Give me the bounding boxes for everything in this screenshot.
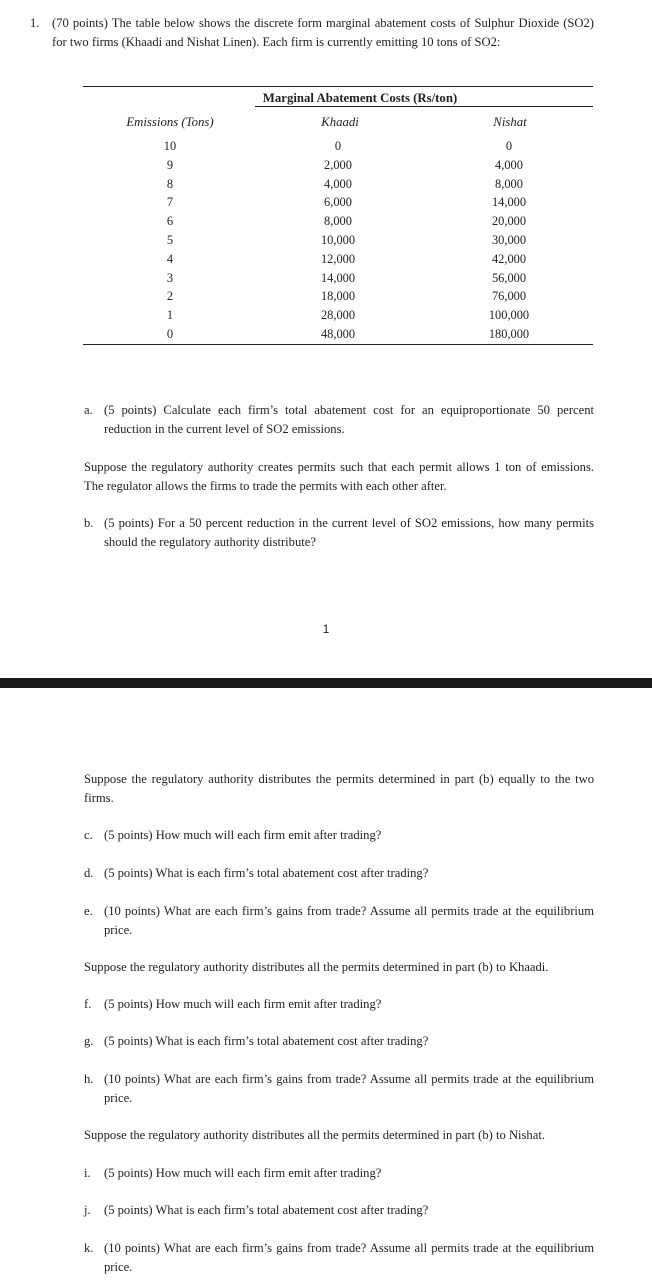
part-h-text: (10 points) What are each firm’s gains from trade? Assume all permits trade at the equilibrium price. bbox=[104, 1072, 594, 1105]
part-e-label: e. bbox=[84, 904, 93, 918]
cell-nishat: 8,000 bbox=[495, 176, 523, 191]
part-b-text: (5 points) For a 50 percent reduction in the current level of SO2 emissions, how many permits should the regulatory authority distribute? bbox=[104, 516, 594, 549]
cell-nishat: 20,000 bbox=[491, 214, 527, 229]
column-nishat bbox=[470, 137, 548, 344]
header-emissions: Emissions (Tons) bbox=[126, 115, 214, 129]
cell-khaadi: 0 bbox=[334, 139, 342, 153]
page-divider bbox=[0, 678, 652, 688]
cell-nishat: 42,000 bbox=[491, 251, 527, 266]
cell-khaadi: 12,000 bbox=[320, 251, 356, 266]
cell-khaadi: 18,000 bbox=[320, 289, 356, 304]
part-h-label: h. bbox=[84, 1072, 94, 1086]
part-c-label: c. bbox=[84, 828, 93, 842]
part-g-text: (5 points) What is each firm’s total abatement cost after trading? bbox=[104, 1034, 429, 1048]
cell-nishat: 180,000 bbox=[488, 326, 530, 341]
para-permits: Suppose the regulatory authority creates permits such that each permit allows 1 ton of emissions. The regulator allows the firms to trade the permits with each other after. bbox=[84, 460, 594, 493]
cell-emissions: 5 bbox=[166, 232, 174, 247]
para-nishat: Suppose the regulatory authority distributes all the permits determined in part (b) to Nishat. bbox=[84, 1128, 545, 1142]
part-g-label: g. bbox=[84, 1034, 94, 1048]
cell-nishat: 4,000 bbox=[495, 157, 523, 172]
cell-nishat: 100,000 bbox=[488, 308, 530, 323]
page-2 bbox=[0, 688, 652, 1280]
part-i-label: i. bbox=[84, 1166, 91, 1180]
cell-emissions: 2 bbox=[166, 289, 174, 304]
part-b-label: b. bbox=[84, 516, 94, 530]
part-c-text: (5 points) How much will each firm emit after trading? bbox=[104, 828, 382, 842]
cell-emissions: 7 bbox=[166, 195, 174, 210]
para-khaadi: Suppose the regulatory authority distributes all the permits determined in part (b) to Khaadi. bbox=[84, 960, 549, 974]
table-top-rule bbox=[83, 86, 593, 87]
table-group-header: Marginal Abatement Costs (Rs/ton) bbox=[262, 91, 458, 105]
cell-khaadi: 6,000 bbox=[324, 195, 352, 210]
cell-khaadi: 2,000 bbox=[324, 157, 352, 172]
cell-emissions: 1 bbox=[166, 308, 174, 323]
cell-emissions: 9 bbox=[166, 157, 174, 172]
header-nishat: Nishat bbox=[493, 115, 527, 129]
cell-emissions: 3 bbox=[166, 270, 174, 285]
part-i-text: (5 points) How much will each firm emit after trading? bbox=[104, 1166, 382, 1180]
part-f-text: (5 points) How much will each firm emit after trading? bbox=[104, 997, 382, 1011]
part-a-label: a. bbox=[84, 403, 93, 417]
part-d-label: d. bbox=[84, 866, 94, 880]
cell-nishat: 30,000 bbox=[491, 232, 527, 247]
header-khaadi: Khaadi bbox=[321, 115, 359, 129]
part-a-text: (5 points) Calculate each firm’s total abatement cost for an equiproportionate 50 percent reduction in the current level of SO2 emissions. bbox=[104, 403, 594, 436]
cell-emissions: 10 bbox=[163, 139, 177, 153]
cell-nishat: 76,000 bbox=[491, 289, 527, 304]
column-emissions bbox=[140, 137, 200, 344]
cell-emissions: 4 bbox=[166, 251, 174, 266]
cell-khaadi: 4,000 bbox=[324, 176, 352, 191]
cell-khaadi: 10,000 bbox=[320, 232, 356, 247]
part-k-text: (10 points) What are each firm’s gains from trade? Assume all permits trade at the equilibrium price. bbox=[104, 1241, 594, 1274]
cell-khaadi: 8,000 bbox=[324, 214, 352, 229]
cell-emissions: 8 bbox=[166, 176, 174, 191]
cell-nishat: 56,000 bbox=[491, 270, 527, 285]
cell-khaadi: 48,000 bbox=[320, 326, 356, 341]
cell-nishat: 0 bbox=[505, 139, 513, 153]
part-k-label: k. bbox=[84, 1241, 94, 1255]
cell-khaadi: 14,000 bbox=[320, 270, 356, 285]
problem-intro: (70 points) The table below shows the discrete form marginal abatement costs of Sulphur Dioxide (SO2) for two firms (Khaadi and Nishat Linen). Each firm is currently emitting 10 tons of SO2: bbox=[52, 16, 594, 49]
cell-khaadi: 28,000 bbox=[320, 308, 356, 323]
para-equal: Suppose the regulatory authority distributes the permits determined in part (b) equally to the two firms. bbox=[84, 772, 594, 805]
table-bottom-rule bbox=[83, 344, 593, 345]
part-d-text: (5 points) What is each firm’s total abatement cost after trading? bbox=[104, 866, 429, 880]
table-group-rule bbox=[255, 106, 593, 107]
cell-nishat: 14,000 bbox=[491, 195, 527, 210]
part-f-label: f. bbox=[84, 997, 92, 1011]
part-e-text: (10 points) What are each firm’s gains from trade? Assume all permits trade at the equilibrium price. bbox=[104, 904, 594, 937]
part-j-label: j. bbox=[84, 1203, 91, 1217]
cell-emissions: 0 bbox=[166, 326, 174, 341]
page-number: 1 bbox=[322, 622, 330, 636]
part-j-text: (5 points) What is each firm’s total abatement cost after trading? bbox=[104, 1203, 429, 1217]
problem-number: 1. bbox=[30, 16, 40, 30]
cell-emissions: 6 bbox=[166, 214, 174, 229]
column-khaadi bbox=[300, 137, 376, 344]
